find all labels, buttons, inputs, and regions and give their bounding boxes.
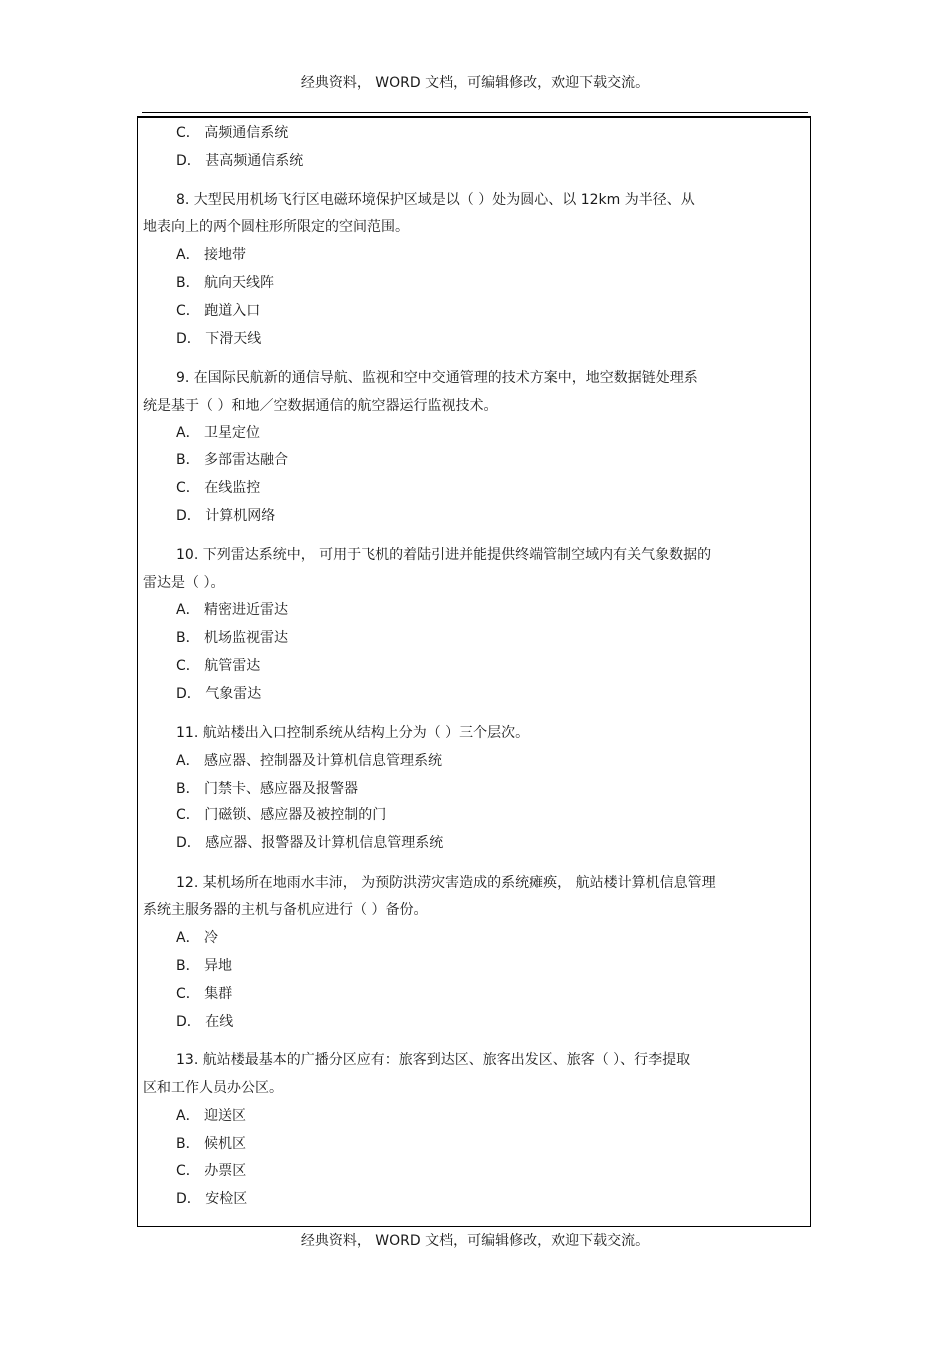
option-c: C． 门磁锁、感应器及被控制的门 [176,807,387,823]
question-10-line1: 10. 下列雷达系统中， 可用于飞机的着陆引进并能提供终端管制空域内有关气象数据的 [176,547,712,563]
option-c: C． 高频通信系统 [176,125,289,141]
question-12-line2: 系统主服务器的主机与备机应进行（ ）备份。 [143,902,428,918]
option-b: B． 航向天线阵 [176,275,275,291]
option-a: A． 卫星定位 [176,425,261,441]
option-b: B． 异地 [176,958,233,974]
option-c: C． 跑道入口 [176,303,261,319]
header-rule [142,112,808,113]
option-c: C． 集群 [176,986,233,1002]
question-13-line2: 区和工作人员办公区。 [143,1080,283,1096]
option-d: D． 下滑天线 [176,331,262,347]
option-b: B． 门禁卡、感应器及报警器 [176,781,359,797]
option-c: C． 办票区 [176,1163,247,1179]
option-a: A． 冷 [176,930,219,946]
option-d: D． 安检区 [176,1191,248,1207]
option-c: C． 在线监控 [176,480,261,496]
option-b: B． 候机区 [176,1136,247,1152]
page-footer: 经典资料， WORD 文档，可编辑修改，欢迎下载交流。 [300,1233,650,1249]
question-11-line1: 11. 航站楼出入口控制系统从结构上分为（ ）三个层次。 [176,725,530,741]
option-d: D． 在线 [176,1014,234,1030]
question-8-line1: 8. 大型民用机场飞行区电磁环境保护区域是以（ ）处为圆心、以 12km 为半径、从 [176,192,695,208]
question-12-line1: 12. 某机场所在地雨水丰沛， 为预防洪涝灾害造成的系统瘫痪， 航站楼计算机信息管理 [176,875,716,891]
question-9-line2: 统是基于（ ）和地／空数据通信的航空器运行监视技术。 [143,398,498,414]
option-a: A． 感应器、控制器及计算机信息管理系统 [176,753,443,769]
question-8-line2: 地表向上的两个圆柱形所限定的空间范围。 [143,219,409,235]
option-d: D． 感应器、报警器及计算机信息管理系统 [176,835,444,851]
option-b: B． 多部雷达融合 [176,452,289,468]
question-13-line1: 13. 航站楼最基本的广播分区应有：旅客到达区、旅客出发区、旅客（ ）、行李提取 [176,1052,691,1068]
question-10-line2: 雷达是（ ）。 [143,575,225,591]
page-header: 经典资料， WORD 文档，可编辑修改，欢迎下载交流。 [300,75,650,91]
option-b: B． 机场监视雷达 [176,630,289,646]
option-d: D． 计算机网络 [176,508,276,524]
option-a: A． 精密进近雷达 [176,602,289,618]
option-a: A． 接地带 [176,247,247,263]
option-c: C． 航管雷达 [176,658,261,674]
option-a: A． 迎送区 [176,1108,247,1124]
option-d: D． 气象雷达 [176,686,262,702]
option-d: D． 甚高频通信系统 [176,153,304,169]
question-9-line1: 9. 在国际民航新的通信导航、监视和空中交通管理的技术方案中，地空数据链处理系 [176,370,698,386]
